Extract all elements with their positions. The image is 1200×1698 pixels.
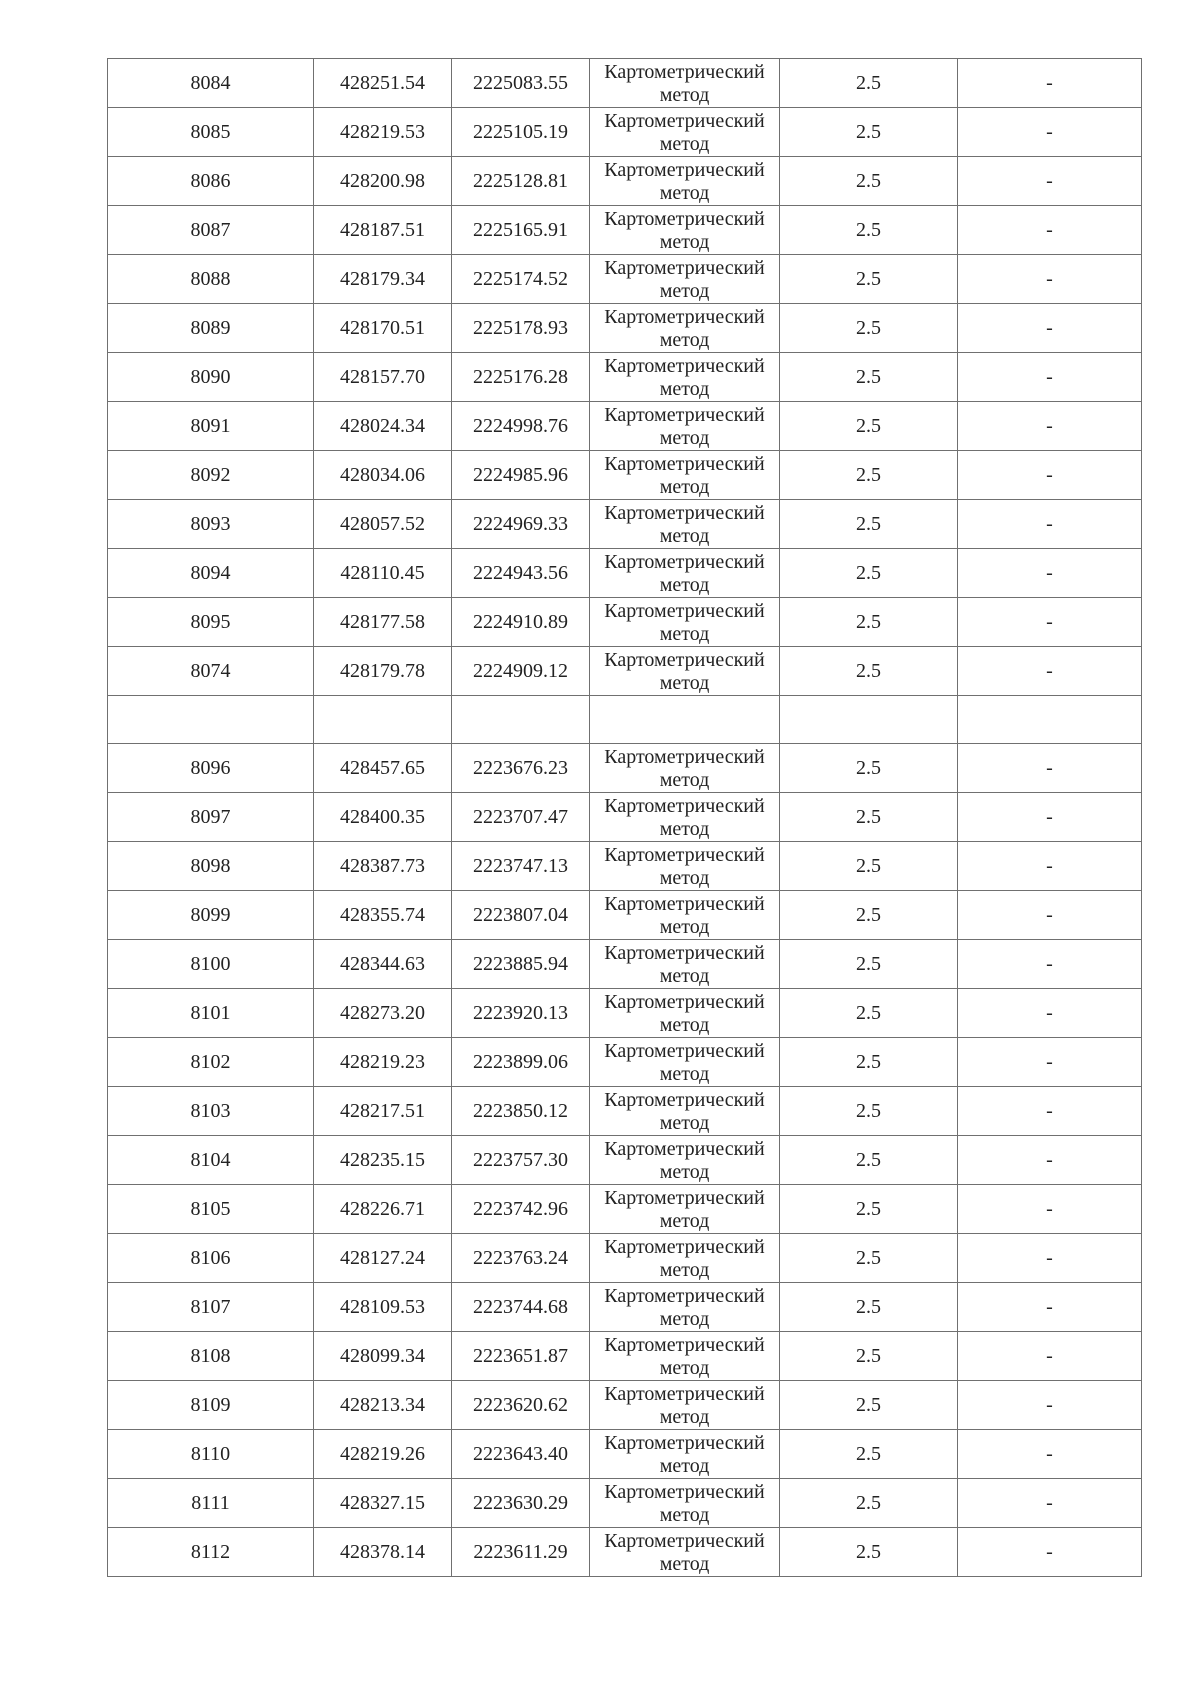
note-cell: - [958,451,1142,500]
table-row [108,1332,1142,1381]
method-line-1: Картометрический [604,1285,765,1307]
method-cell [590,1283,780,1332]
note-cell: - [958,1234,1142,1283]
y-coordinate-cell: 2223742.96 [452,1185,590,1234]
point-number-cell: 8101 [108,989,314,1038]
method-cell [590,647,780,696]
accuracy-cell: 2.5 [780,157,958,206]
y-coordinate-cell: 2223744.68 [452,1283,590,1332]
method-cell [590,1479,780,1528]
point-number-cell: 8098 [108,842,314,891]
table-row [108,1381,1142,1430]
method-line-1: Картометрический [604,453,765,475]
point-number-cell: 8094 [108,549,314,598]
method-line-1: Картометрический [604,159,765,181]
x-coordinate-cell: 428099.34 [314,1332,452,1381]
method-line-2: метод [659,1259,710,1281]
method-line-2: метод [659,867,710,889]
point-number-cell: 8091 [108,402,314,451]
point-number-cell: 8086 [108,157,314,206]
accuracy-cell: 2.5 [780,402,958,451]
note-cell: - [958,940,1142,989]
x-coordinate-cell: 428109.53 [314,1283,452,1332]
y-coordinate-cell: 2223630.29 [452,1479,590,1528]
y-coordinate-cell: 2223807.04 [452,891,590,940]
note-cell: - [958,842,1142,891]
method-line-1: Картометрический [604,1530,765,1552]
note-cell [958,696,1142,744]
accuracy-cell: 2.5 [780,1087,958,1136]
method-line-1: Картометрический [604,1432,765,1454]
note-cell: - [958,1283,1142,1332]
y-coordinate-cell: 2225174.52 [452,255,590,304]
point-number-cell: 8089 [108,304,314,353]
y-coordinate-cell: 2223899.06 [452,1038,590,1087]
method-line-1: Картометрический [604,551,765,573]
point-number-cell: 8090 [108,353,314,402]
accuracy-cell: 2.5 [780,842,958,891]
x-coordinate-cell [314,696,452,744]
method-line-2: метод [659,1112,710,1134]
x-coordinate-cell: 428034.06 [314,451,452,500]
accuracy-cell: 2.5 [780,793,958,842]
x-coordinate-cell: 428217.51 [314,1087,452,1136]
accuracy-cell: 2.5 [780,353,958,402]
y-coordinate-cell: 2223850.12 [452,1087,590,1136]
y-coordinate-cell: 2225176.28 [452,353,590,402]
table-row [108,108,1142,157]
note-cell: - [958,108,1142,157]
method-cell [590,206,780,255]
note-cell: - [958,1087,1142,1136]
y-coordinate-cell: 2224910.89 [452,598,590,647]
x-coordinate-cell: 428387.73 [314,842,452,891]
accuracy-cell: 2.5 [780,1038,958,1087]
method-line-2: метод [659,818,710,840]
note-cell: - [958,1332,1142,1381]
note-cell: - [958,1430,1142,1479]
x-coordinate-cell: 428179.78 [314,647,452,696]
method-cell [590,598,780,647]
method-line-1: Картометрический [604,1236,765,1258]
point-number-cell: 8102 [108,1038,314,1087]
table-row [108,255,1142,304]
method-line-1: Картометрический [604,110,765,132]
method-cell [590,108,780,157]
method-line-2: метод [659,1455,710,1477]
method-line-2: метод [659,1553,710,1575]
x-coordinate-cell: 428457.65 [314,744,452,793]
note-cell: - [958,157,1142,206]
accuracy-cell: 2.5 [780,451,958,500]
accuracy-cell [780,696,958,744]
table-row [108,842,1142,891]
method-cell [590,1332,780,1381]
x-coordinate-cell: 428235.15 [314,1136,452,1185]
method-line-1: Картометрический [604,795,765,817]
accuracy-cell: 2.5 [780,255,958,304]
point-number-cell [108,696,314,744]
accuracy-cell: 2.5 [780,1136,958,1185]
accuracy-cell: 2.5 [780,1234,958,1283]
x-coordinate-cell: 428219.53 [314,108,452,157]
method-line-2: метод [659,182,710,204]
note-cell: - [958,59,1142,108]
x-coordinate-cell: 428213.34 [314,1381,452,1430]
x-coordinate-cell: 428219.23 [314,1038,452,1087]
x-coordinate-cell: 428024.34 [314,402,452,451]
y-coordinate-cell: 2223885.94 [452,940,590,989]
x-coordinate-cell: 428273.20 [314,989,452,1038]
note-cell: - [958,793,1142,842]
method-cell [590,842,780,891]
point-number-cell: 8112 [108,1528,314,1577]
y-coordinate-cell: 2223920.13 [452,989,590,1038]
note-cell: - [958,255,1142,304]
y-coordinate-cell: 2224985.96 [452,451,590,500]
method-line-1: Картометрический [604,991,765,1013]
table-row [108,1136,1142,1185]
table-body [108,59,1142,1577]
x-coordinate-cell: 428157.70 [314,353,452,402]
method-line-1: Картометрический [604,893,765,915]
y-coordinate-cell: 2225105.19 [452,108,590,157]
accuracy-cell: 2.5 [780,647,958,696]
accuracy-cell: 2.5 [780,989,958,1038]
method-line-2: метод [659,1357,710,1379]
method-line-1: Картометрический [604,649,765,671]
point-number-cell: 8110 [108,1430,314,1479]
point-number-cell: 8107 [108,1283,314,1332]
table-row [108,1185,1142,1234]
table-row [108,891,1142,940]
point-number-cell: 8087 [108,206,314,255]
method-line-2: метод [659,916,710,938]
accuracy-cell: 2.5 [780,1332,958,1381]
table-row [108,1038,1142,1087]
point-number-cell: 8100 [108,940,314,989]
method-line-1: Картометрический [604,306,765,328]
method-line-1: Картометрический [604,1481,765,1503]
method-line-1: Картометрический [604,1089,765,1111]
y-coordinate-cell: 2225178.93 [452,304,590,353]
point-number-cell: 8093 [108,500,314,549]
y-coordinate-cell: 2223651.87 [452,1332,590,1381]
point-number-cell: 8084 [108,59,314,108]
point-number-cell: 8085 [108,108,314,157]
note-cell: - [958,402,1142,451]
method-line-1: Картометрический [604,1138,765,1160]
method-line-1: Картометрический [604,502,765,524]
note-cell: - [958,353,1142,402]
x-coordinate-cell: 428110.45 [314,549,452,598]
method-cell [590,744,780,793]
method-line-2: метод [659,1210,710,1232]
note-cell: - [958,744,1142,793]
note-cell: - [958,647,1142,696]
method-cell [590,353,780,402]
x-coordinate-cell: 428179.34 [314,255,452,304]
table-row [108,402,1142,451]
method-line-2: метод [659,427,710,449]
y-coordinate-cell: 2223747.13 [452,842,590,891]
method-cell [590,1038,780,1087]
method-line-2: метод [659,1014,710,1036]
note-cell: - [958,1479,1142,1528]
method-line-2: метод [659,525,710,547]
method-line-1: Картометрический [604,61,765,83]
x-coordinate-cell: 428177.58 [314,598,452,647]
x-coordinate-cell: 428327.15 [314,1479,452,1528]
point-number-cell: 8103 [108,1087,314,1136]
table-row [108,1234,1142,1283]
y-coordinate-cell: 2223757.30 [452,1136,590,1185]
table-row [108,647,1142,696]
table-row [108,304,1142,353]
accuracy-cell: 2.5 [780,1430,958,1479]
y-coordinate-cell: 2223707.47 [452,793,590,842]
table-row [108,206,1142,255]
method-line-2: метод [659,329,710,351]
y-coordinate-cell: 2224969.33 [452,500,590,549]
method-line-1: Картометрический [604,257,765,279]
point-number-cell: 8105 [108,1185,314,1234]
y-coordinate-cell: 2223763.24 [452,1234,590,1283]
note-cell: - [958,1136,1142,1185]
method-line-2: метод [659,1063,710,1085]
method-line-1: Картометрический [604,1040,765,1062]
table-row [108,59,1142,108]
accuracy-cell: 2.5 [780,1479,958,1528]
method-line-2: метод [659,574,710,596]
method-line-2: метод [659,1308,710,1330]
method-cell [590,157,780,206]
method-cell [590,402,780,451]
method-line-1: Картометрический [604,844,765,866]
accuracy-cell: 2.5 [780,59,958,108]
x-coordinate-cell: 428251.54 [314,59,452,108]
method-cell [590,451,780,500]
method-cell [590,59,780,108]
method-cell [590,989,780,1038]
method-cell [590,549,780,598]
method-cell [590,500,780,549]
table-row [108,1087,1142,1136]
x-coordinate-cell: 428187.51 [314,206,452,255]
table-row [108,598,1142,647]
note-cell: - [958,1185,1142,1234]
y-coordinate-cell: 2224943.56 [452,549,590,598]
method-line-2: метод [659,623,710,645]
table-row [108,793,1142,842]
method-line-1: Картометрический [604,600,765,622]
x-coordinate-cell: 428219.26 [314,1430,452,1479]
x-coordinate-cell: 428355.74 [314,891,452,940]
x-coordinate-cell: 428200.98 [314,157,452,206]
point-number-cell: 8106 [108,1234,314,1283]
y-coordinate-cell: 2224909.12 [452,647,590,696]
y-coordinate-cell [452,696,590,744]
coordinates-table [107,58,1142,1577]
point-number-cell: 8097 [108,793,314,842]
point-number-cell: 8092 [108,451,314,500]
point-number-cell: 8088 [108,255,314,304]
method-line-2: метод [659,1406,710,1428]
method-cell [590,1087,780,1136]
method-line-1: Картометрический [604,1383,765,1405]
note-cell: - [958,1381,1142,1430]
note-cell: - [958,989,1142,1038]
table-row [108,451,1142,500]
accuracy-cell: 2.5 [780,744,958,793]
method-line-2: метод [659,769,710,791]
y-coordinate-cell: 2223620.62 [452,1381,590,1430]
method-cell [590,940,780,989]
y-coordinate-cell: 2223611.29 [452,1528,590,1577]
table-row [108,744,1142,793]
accuracy-cell: 2.5 [780,549,958,598]
accuracy-cell: 2.5 [780,1185,958,1234]
method-line-2: метод [659,231,710,253]
note-cell: - [958,549,1142,598]
method-line-2: метод [659,1504,710,1526]
table-row [108,1528,1142,1577]
table-row [108,940,1142,989]
x-coordinate-cell: 428400.35 [314,793,452,842]
note-cell: - [958,1038,1142,1087]
table-row [108,157,1142,206]
accuracy-cell: 2.5 [780,304,958,353]
note-cell: - [958,1528,1142,1577]
method-line-2: метод [659,378,710,400]
method-line-1: Картометрический [604,1334,765,1356]
method-line-1: Картометрический [604,1187,765,1209]
y-coordinate-cell: 2224998.76 [452,402,590,451]
method-line-1: Картометрический [604,355,765,377]
accuracy-cell: 2.5 [780,598,958,647]
method-cell [590,793,780,842]
method-line-2: метод [659,84,710,106]
method-cell [590,1234,780,1283]
method-cell [590,1136,780,1185]
x-coordinate-cell: 428170.51 [314,304,452,353]
table-row [108,500,1142,549]
method-cell [590,255,780,304]
point-number-cell: 8096 [108,744,314,793]
method-line-2: метод [659,280,710,302]
accuracy-cell: 2.5 [780,206,958,255]
accuracy-cell: 2.5 [780,1283,958,1332]
method-cell [590,304,780,353]
table-row [108,989,1142,1038]
point-number-cell: 8095 [108,598,314,647]
method-line-1: Картометрический [604,208,765,230]
accuracy-cell: 2.5 [780,1528,958,1577]
x-coordinate-cell: 428057.52 [314,500,452,549]
method-cell [590,1430,780,1479]
method-cell [590,891,780,940]
table-row [108,353,1142,402]
note-cell: - [958,891,1142,940]
table-row [108,696,1142,744]
y-coordinate-cell: 2225128.81 [452,157,590,206]
accuracy-cell: 2.5 [780,500,958,549]
y-coordinate-cell: 2223643.40 [452,1430,590,1479]
x-coordinate-cell: 428378.14 [314,1528,452,1577]
method-line-2: метод [659,672,710,694]
accuracy-cell: 2.5 [780,940,958,989]
table-row [108,1430,1142,1479]
note-cell: - [958,304,1142,353]
accuracy-cell: 2.5 [780,891,958,940]
accuracy-cell: 2.5 [780,108,958,157]
point-number-cell: 8111 [108,1479,314,1528]
y-coordinate-cell: 2225083.55 [452,59,590,108]
method-line-1: Картометрический [604,404,765,426]
point-number-cell: 8108 [108,1332,314,1381]
method-cell [590,696,780,744]
accuracy-cell: 2.5 [780,1381,958,1430]
method-cell [590,1381,780,1430]
table-row [108,1283,1142,1332]
method-line-2: метод [659,133,710,155]
method-cell [590,1185,780,1234]
method-line-1: Картометрический [604,942,765,964]
method-line-2: метод [659,476,710,498]
table-row [108,1479,1142,1528]
note-cell: - [958,500,1142,549]
x-coordinate-cell: 428127.24 [314,1234,452,1283]
point-number-cell: 8099 [108,891,314,940]
method-line-2: метод [659,965,710,987]
table-row [108,549,1142,598]
point-number-cell: 8109 [108,1381,314,1430]
method-cell [590,1528,780,1577]
note-cell: - [958,206,1142,255]
y-coordinate-cell: 2223676.23 [452,744,590,793]
note-cell: - [958,598,1142,647]
point-number-cell: 8074 [108,647,314,696]
point-number-cell: 8104 [108,1136,314,1185]
method-line-1: Картометрический [604,746,765,768]
x-coordinate-cell: 428344.63 [314,940,452,989]
y-coordinate-cell: 2225165.91 [452,206,590,255]
method-line-2: метод [659,1161,710,1183]
x-coordinate-cell: 428226.71 [314,1185,452,1234]
